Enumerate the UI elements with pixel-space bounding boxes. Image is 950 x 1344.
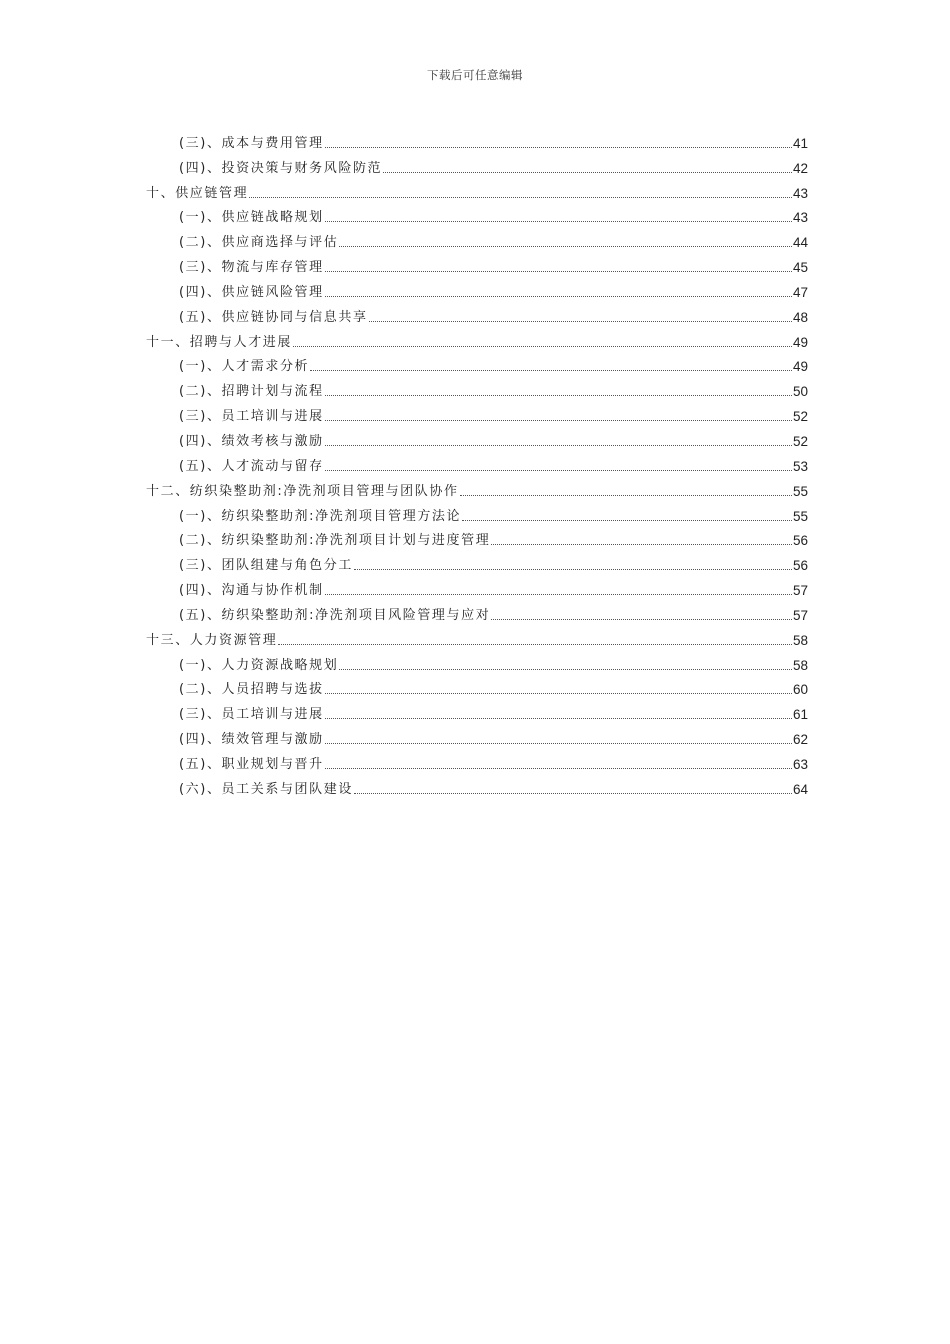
toc-entry-title: (五)、人才流动与留存 [179, 458, 324, 474]
toc-dot-leader [325, 420, 792, 421]
toc-entry-page-number: 52 [792, 433, 808, 449]
toc-entry[interactable] [146, 598, 808, 623]
toc-entry[interactable] [146, 424, 808, 449]
toc-entry-title: 十一、招聘与人才进展 [146, 334, 293, 350]
toc-entry-page-number: 60 [792, 682, 808, 698]
toc-entry-title: 十、供应链管理 [146, 185, 249, 201]
toc-entry-title: (二)、供应商选择与评估 [179, 235, 339, 251]
toc-entry-title: (二)、人员招聘与选拔 [179, 682, 324, 698]
toc-entry[interactable] [146, 225, 808, 250]
toc-entry-title: (二)、招聘计划与流程 [179, 384, 324, 400]
toc-entry-page-number: 58 [792, 657, 808, 673]
toc-dot-leader [369, 321, 792, 322]
toc-entry-page-number: 53 [792, 458, 808, 474]
toc-dot-leader [325, 768, 792, 769]
toc-dot-leader [310, 370, 792, 371]
toc-entry-title: (二)、纺织染整助剂:净洗剂项目计划与进度管理 [179, 533, 491, 549]
toc-entry-title: (三)、物流与库存管理 [179, 260, 324, 276]
table-of-contents [146, 126, 808, 797]
toc-entry-page-number: 49 [792, 334, 808, 350]
toc-entry-title: (五)、供应链协同与信息共享 [179, 309, 368, 325]
toc-entry[interactable] [146, 350, 808, 375]
toc-entry-page-number: 61 [792, 707, 808, 723]
toc-entry-page-number: 43 [792, 210, 808, 226]
toc-entry[interactable] [146, 250, 808, 275]
toc-dot-leader [293, 346, 792, 347]
toc-dot-leader [325, 271, 792, 272]
toc-entry-page-number: 49 [792, 359, 808, 375]
toc-entry-title: (三)、成本与费用管理 [179, 135, 324, 151]
toc-entry-page-number: 55 [792, 508, 808, 524]
toc-entry[interactable] [146, 648, 808, 673]
toc-dot-leader [383, 172, 792, 173]
toc-entry[interactable] [146, 697, 808, 722]
toc-entry-page-number: 63 [792, 756, 808, 772]
toc-entry-page-number: 56 [792, 533, 808, 549]
toc-dot-leader [339, 246, 792, 247]
toc-entry-title: (四)、绩效考核与激励 [179, 433, 324, 449]
toc-dot-leader [491, 544, 792, 545]
toc-dot-leader [325, 693, 792, 694]
toc-dot-leader [278, 644, 792, 645]
toc-dot-leader [325, 594, 792, 595]
toc-entry-page-number: 45 [792, 260, 808, 276]
toc-dot-leader [325, 296, 792, 297]
toc-entry-title: (一)、人才需求分析 [179, 359, 310, 375]
toc-dot-leader [325, 147, 792, 148]
toc-dot-leader [325, 445, 792, 446]
toc-entry-title: (六)、员工关系与团队建设 [179, 781, 353, 797]
toc-dot-leader [325, 221, 792, 222]
toc-entry[interactable] [146, 300, 808, 325]
toc-entry-title: (三)、员工培训与进展 [179, 409, 324, 425]
page-header: 下载后可任意编辑 [427, 68, 523, 82]
toc-entry[interactable] [146, 374, 808, 399]
toc-dot-leader [354, 793, 792, 794]
toc-entry[interactable] [146, 673, 808, 698]
toc-entry-title: (一)、供应链战略规划 [179, 210, 324, 226]
toc-entry-title: (五)、纺织染整助剂:净洗剂项目风险管理与应对 [179, 607, 491, 623]
toc-entry-title: 十三、人力资源管理 [146, 632, 278, 648]
toc-entry[interactable] [146, 176, 808, 201]
toc-entry[interactable] [146, 499, 808, 524]
toc-entry-page-number: 57 [792, 583, 808, 599]
toc-entry-title: (五)、职业规划与晋升 [179, 756, 324, 772]
toc-entry-page-number: 48 [792, 309, 808, 325]
toc-entry[interactable] [146, 524, 808, 549]
toc-entry[interactable] [146, 747, 808, 772]
toc-entry-page-number: 44 [792, 235, 808, 251]
toc-entry[interactable] [146, 548, 808, 573]
toc-entry-page-number: 43 [792, 185, 808, 201]
toc-dot-leader [325, 395, 792, 396]
toc-entry[interactable] [146, 722, 808, 747]
toc-entry-page-number: 50 [792, 384, 808, 400]
toc-entry[interactable] [146, 151, 808, 176]
toc-entry-page-number: 64 [792, 781, 808, 797]
toc-entry[interactable] [146, 772, 808, 797]
toc-entry[interactable] [146, 201, 808, 226]
toc-entry[interactable] [146, 275, 808, 300]
toc-entry[interactable] [146, 399, 808, 424]
toc-entry-page-number: 52 [792, 409, 808, 425]
toc-entry-title: (三)、团队组建与角色分工 [179, 558, 353, 574]
toc-entry-title: (四)、供应链风险管理 [179, 284, 324, 300]
toc-dot-leader [354, 569, 792, 570]
toc-entry[interactable] [146, 623, 808, 648]
toc-dot-leader [462, 520, 792, 521]
toc-entry-title: (四)、绩效管理与激励 [179, 732, 324, 748]
toc-entry-page-number: 57 [792, 607, 808, 623]
toc-dot-leader [460, 495, 792, 496]
toc-dot-leader [339, 669, 792, 670]
toc-entry[interactable] [146, 126, 808, 151]
toc-entry-title: (四)、沟通与协作机制 [179, 583, 324, 599]
toc-entry-title: (三)、员工培训与进展 [179, 707, 324, 723]
toc-entry[interactable] [146, 573, 808, 598]
toc-entry-title: (一)、人力资源战略规划 [179, 657, 339, 673]
toc-entry-page-number: 47 [792, 284, 808, 300]
toc-entry-page-number: 58 [792, 632, 808, 648]
toc-entry-page-number: 56 [792, 558, 808, 574]
toc-entry-title: (一)、纺织染整助剂:净洗剂项目管理方法论 [179, 508, 462, 524]
toc-entry-title: (四)、投资决策与财务风险防范 [179, 160, 383, 176]
toc-dot-leader [249, 197, 792, 198]
toc-dot-leader [491, 619, 792, 620]
toc-entry[interactable] [146, 474, 808, 499]
toc-entry-page-number: 55 [792, 483, 808, 499]
toc-dot-leader [325, 470, 792, 471]
toc-dot-leader [325, 718, 792, 719]
toc-entry[interactable] [146, 325, 808, 350]
toc-entry-page-number: 42 [792, 160, 808, 176]
toc-entry-page-number: 62 [792, 732, 808, 748]
toc-entry[interactable] [146, 449, 808, 474]
toc-dot-leader [325, 743, 792, 744]
toc-entry-title: 十二、纺织染整助剂:净洗剂项目管理与团队协作 [146, 483, 459, 499]
toc-entry-page-number: 41 [792, 135, 808, 151]
